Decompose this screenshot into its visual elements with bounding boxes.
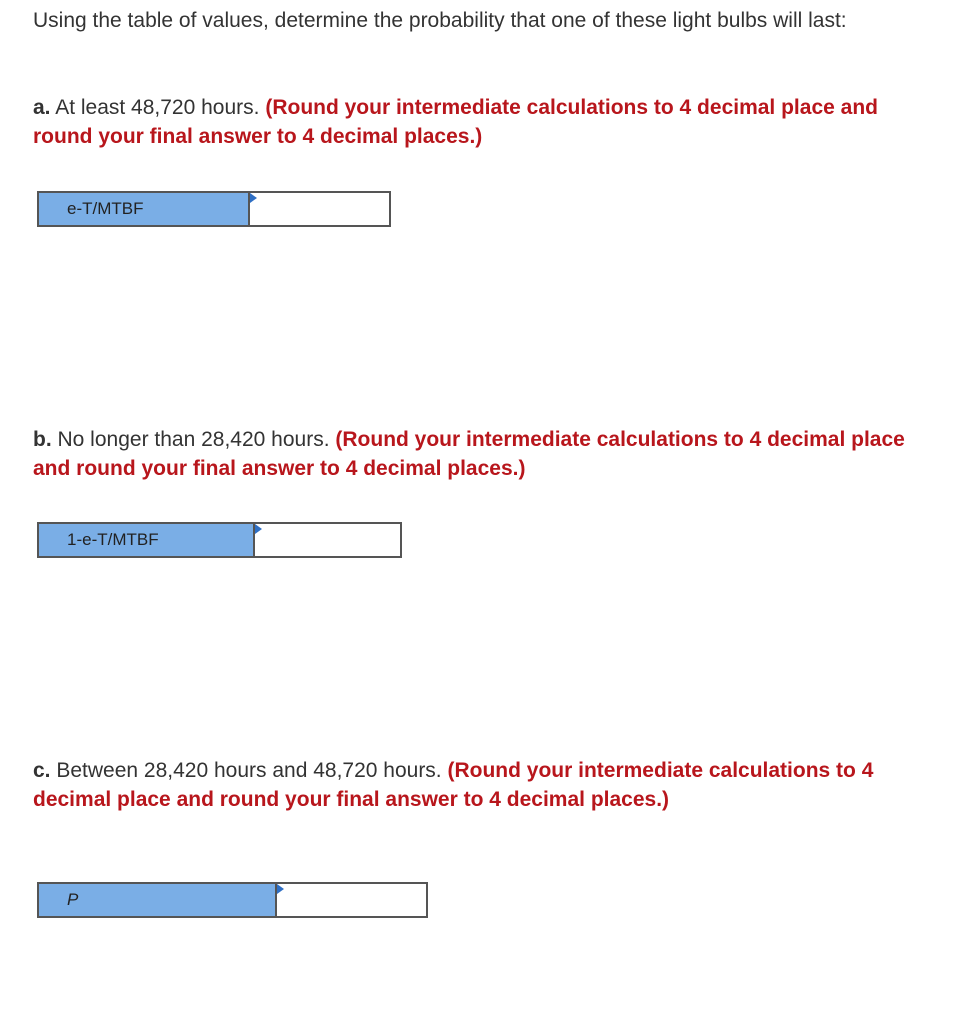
answer-cell-b <box>255 524 400 556</box>
part-b-letter: b. <box>33 428 52 451</box>
cell-marker-icon <box>255 524 262 534</box>
part-c-instruction: (Round your intermediate calculations to 4 decimal place and round your final answer to 4 decimal places.) <box>33 759 874 811</box>
question-a <box>33 93 933 151</box>
answer-input-a[interactable] <box>250 193 389 225</box>
answer-row-b <box>37 522 402 558</box>
part-c-letter: c. <box>33 759 51 782</box>
part-a-letter: a. <box>33 96 51 119</box>
cell-marker-icon <box>250 193 257 203</box>
row-label-b: 1-e-T/MTBF <box>39 524 255 556</box>
part-c-question: Between 28,420 hours and 48,720 hours. <box>50 759 448 782</box>
cell-marker-icon <box>277 884 284 894</box>
answer-row-c <box>37 882 428 918</box>
part-a-question: At least 48,720 hours. <box>50 96 266 119</box>
question-c <box>33 756 933 814</box>
part-b-question: No longer than 28,420 hours. <box>51 428 336 451</box>
part-b-instruction: (Round your intermediate calculations to 4 decimal place and round your final answer to 4 decimal places.) <box>33 428 905 480</box>
part-a-instruction: (Round your intermediate calculations to 4 decimal place and round your final answer to 4 decimal places.) <box>33 96 878 148</box>
row-label-a: e-T/MTBF <box>39 193 250 225</box>
answer-input-c[interactable] <box>277 884 426 916</box>
answer-input-b[interactable] <box>255 524 400 556</box>
answer-cell-c <box>277 884 426 916</box>
question-b <box>33 425 933 483</box>
row-label-c: P <box>39 884 277 916</box>
intro-text: Using the table of values, determine the probability that one of these light bulbs will last: <box>33 9 847 32</box>
answer-cell-a <box>250 193 389 225</box>
answer-row-a <box>37 191 391 227</box>
